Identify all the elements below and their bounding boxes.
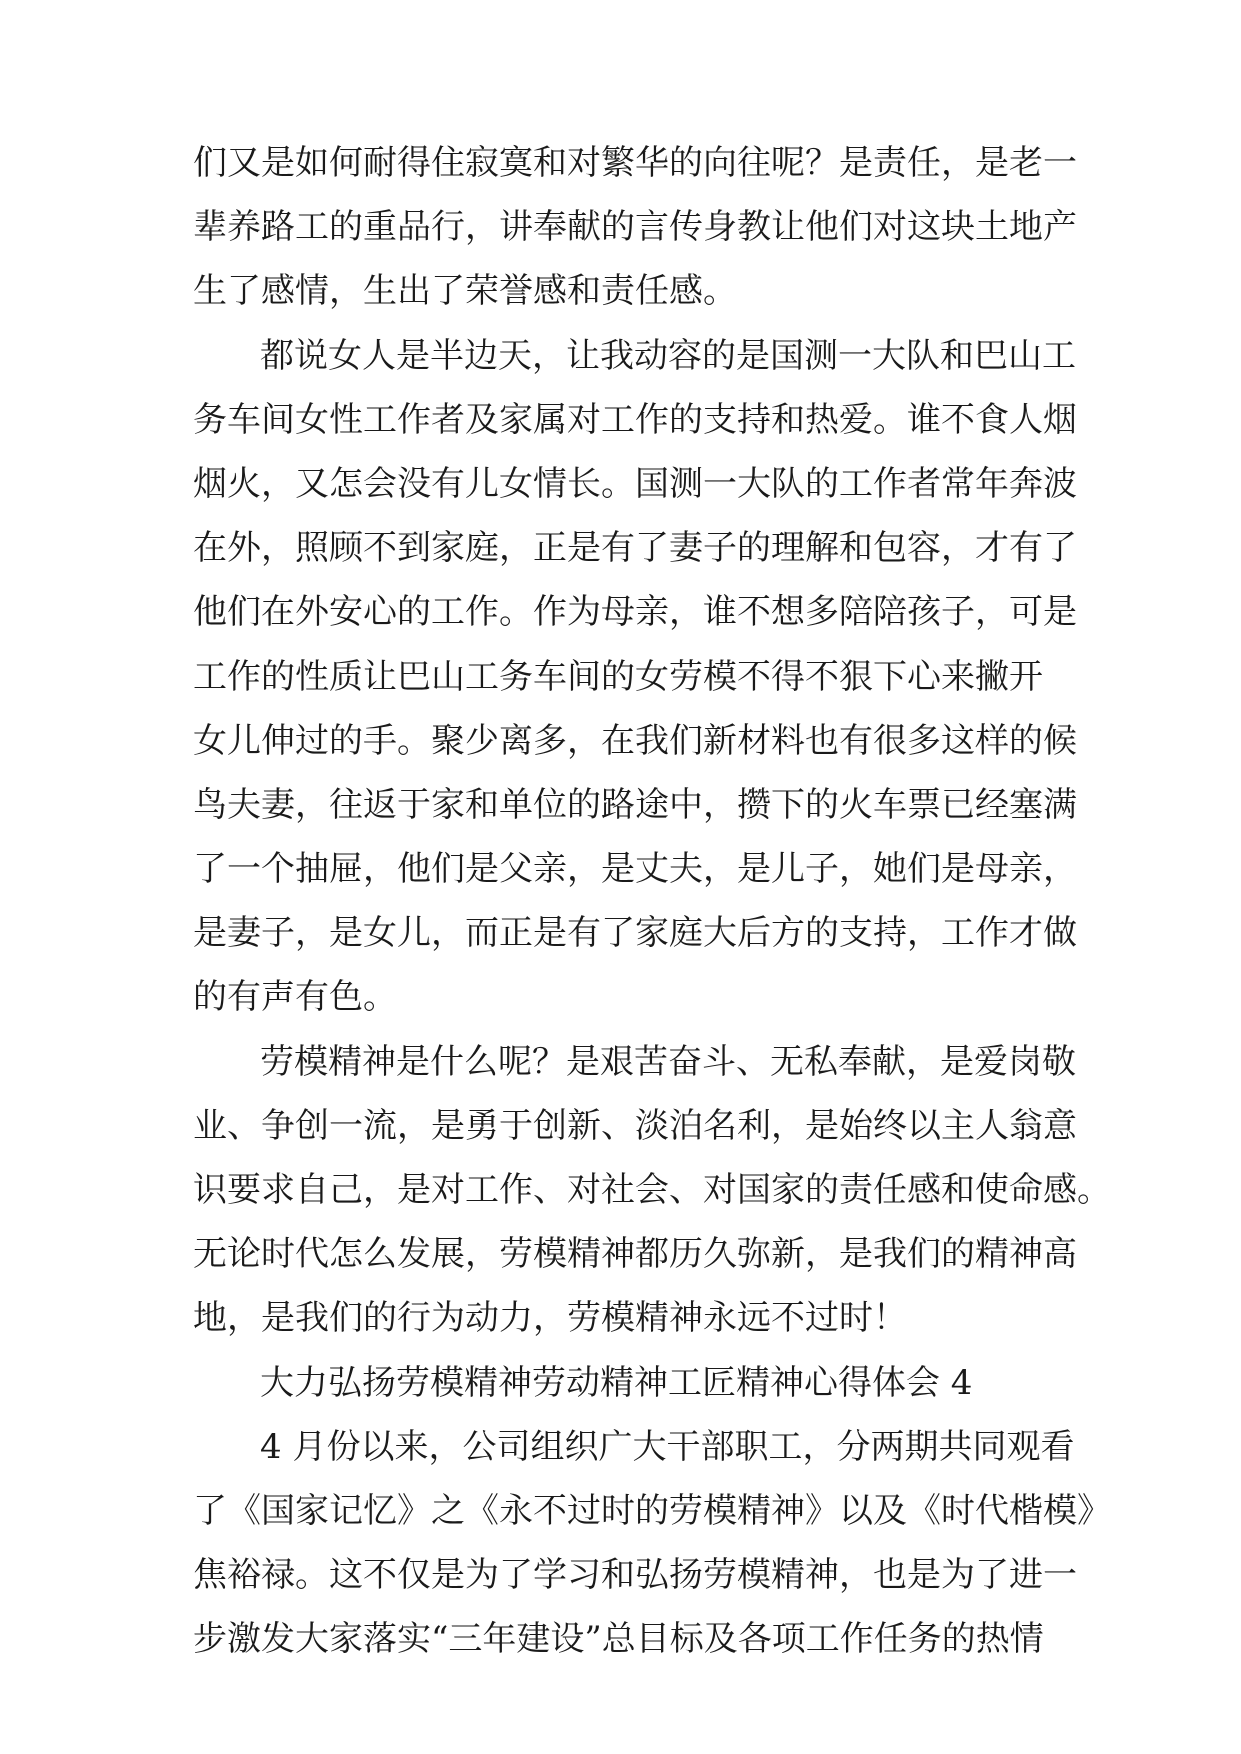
text-line: 都说女人是半边天，让我动容的是国测一大队和巴山工: [260, 335, 1076, 376]
text-line: 辈养路工的重品行，讲奉献的言传身教让他们对这块土地产: [193, 207, 1077, 248]
text-line: 了一个抽屉，他们是父亲，是丈夫，是儿子，她们是母亲，: [193, 849, 1077, 890]
section-title: 大力弘扬劳模精神劳动精神工匠精神心得体会 4: [260, 1362, 973, 1403]
paragraph-women: [193, 324, 1077, 1030]
text-line: 他们在外安心的工作。作为母亲，谁不想多陪陪孩子，可是: [193, 592, 1077, 633]
text-line: 烟火，又怎会没有儿女情长。国测一大队的工作者常年奔波: [193, 463, 1077, 504]
text-line: 鸟夫妻，往返于家和单位的路途中，攒下的火车票已经塞满: [193, 784, 1077, 825]
text-line: 识要求自己，是对工作、对社会、对国家的责任感和使命感。: [193, 1170, 1111, 1210]
text-line: 女儿伸过的手。聚少离多，在我们新材料也有很多这样的候: [193, 720, 1077, 761]
text-line: 焦裕禄。这不仅是为了学习和弘扬劳模精神，也是为了进一: [193, 1555, 1077, 1596]
text-line: 了《国家记忆》之《永不过时的劳模精神》以及《时代楷模》: [193, 1490, 1111, 1531]
text-line: 业、争创一流，是勇于创新、淡泊名利，是始终以主人翁意: [193, 1105, 1077, 1146]
paragraph-april: [193, 1415, 1111, 1672]
text-line: 劳模精神是什么呢？是艰苦奋斗、无私奉献，是爱岗敬: [260, 1041, 1076, 1082]
text-line: 生了感情，生出了荣誉感和责任感。: [193, 271, 737, 312]
text-line: 是妻子，是女儿，而正是有了家庭大后方的支持，工作才做: [193, 913, 1077, 954]
paragraph-model-worker-spirit: [193, 1030, 1111, 1351]
text-line: 步激发大家落实“三年建设”总目标及各项工作任务的热情: [193, 1619, 1044, 1660]
text-line: 工作的性质让巴山工务车间的女劳模不得不狠下心来撇开: [193, 656, 1043, 697]
document-body: [193, 131, 1111, 1672]
paragraph-responsibility: [193, 131, 1077, 324]
text-line: 4 月份以来，公司组织广大干部职工，分两期共同观看: [260, 1426, 1075, 1467]
text-line: 的有声有色。: [193, 977, 397, 1018]
text-line: 们又是如何耐得住寂寞和对繁华的向往呢？是责任，是老一: [193, 143, 1077, 183]
text-line: 务车间女性工作者及家属对工作的支持和热爱。谁不食人烟: [193, 399, 1077, 440]
section-heading: [193, 1351, 1063, 1415]
text-line: 无论时代怎么发展，劳模精神都历久弥新，是我们的精神高: [193, 1234, 1077, 1275]
text-line: 地，是我们的行为动力，劳模精神永远不过时！: [193, 1298, 907, 1339]
text-line: 在外，照顾不到家庭，正是有了妻子的理解和包容，才有了: [193, 528, 1077, 569]
